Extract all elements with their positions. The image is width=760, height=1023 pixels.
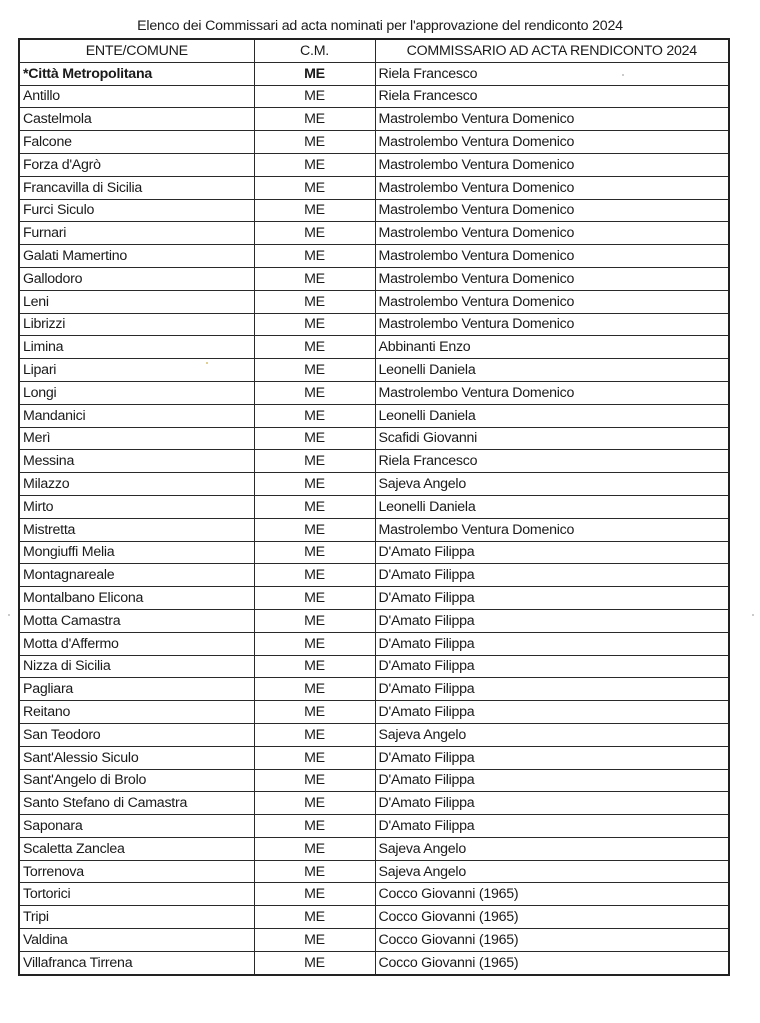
cm-cell: ME	[254, 564, 375, 587]
ente-cell: Valdina	[19, 929, 254, 952]
table-row	[19, 678, 729, 701]
ente-cell: Torrenova	[19, 860, 254, 883]
ente-cell: Falcone	[19, 131, 254, 154]
cm-cell: ME	[254, 541, 375, 564]
table-row	[19, 427, 729, 450]
cm-cell: ME	[254, 131, 375, 154]
ente-cell: Saponara	[19, 815, 254, 838]
commissario-cell: D'Amato Filippa	[375, 815, 729, 838]
cm-cell: ME	[254, 815, 375, 838]
table-row	[19, 199, 729, 222]
commissario-cell: Riela Francesco	[375, 450, 729, 473]
table-row	[19, 518, 729, 541]
table-body	[19, 62, 729, 974]
column-header-cm: C.M.	[254, 39, 375, 62]
cm-cell: ME	[254, 313, 375, 336]
commissario-cell: D'Amato Filippa	[375, 769, 729, 792]
ente-cell: Francavilla di Sicilia	[19, 176, 254, 199]
cm-cell: ME	[254, 404, 375, 427]
commissario-cell: D'Amato Filippa	[375, 746, 729, 769]
table-row	[19, 723, 729, 746]
table-row	[19, 701, 729, 724]
ente-cell: Reitano	[19, 701, 254, 724]
table-row	[19, 746, 729, 769]
commissario-cell: Mastrolembo Ventura Domenico	[375, 313, 729, 336]
commissario-cell: Scafidi Giovanni	[375, 427, 729, 450]
cm-cell: ME	[254, 245, 375, 268]
ente-cell: Sant'Alessio Siculo	[19, 746, 254, 769]
commissario-cell: Cocco Giovanni (1965)	[375, 883, 729, 906]
cm-cell: ME	[254, 267, 375, 290]
cm-cell: ME	[254, 290, 375, 313]
commissario-cell: Sajeva Angelo	[375, 723, 729, 746]
commissario-cell: Mastrolembo Ventura Domenico	[375, 199, 729, 222]
table-row	[19, 473, 729, 496]
table-row	[19, 632, 729, 655]
commissario-cell: D'Amato Filippa	[375, 609, 729, 632]
commissario-cell: Mastrolembo Ventura Domenico	[375, 176, 729, 199]
cm-cell: ME	[254, 837, 375, 860]
table-row	[19, 404, 729, 427]
ente-cell: Furci Siculo	[19, 199, 254, 222]
table-row	[19, 495, 729, 518]
table-row	[19, 267, 729, 290]
commissario-cell: D'Amato Filippa	[375, 678, 729, 701]
commissario-cell: Mastrolembo Ventura Domenico	[375, 245, 729, 268]
cm-cell: ME	[254, 792, 375, 815]
cm-cell: ME	[254, 632, 375, 655]
commissario-cell: D'Amato Filippa	[375, 701, 729, 724]
table-row	[19, 609, 729, 632]
cm-cell: ME	[254, 951, 375, 974]
table-row	[19, 108, 729, 131]
ente-cell: Forza d'Agrò	[19, 153, 254, 176]
ente-cell: Milazzo	[19, 473, 254, 496]
commissario-cell: Sajeva Angelo	[375, 860, 729, 883]
ente-cell: Montagnareale	[19, 564, 254, 587]
scan-speck	[752, 614, 754, 616]
table-row	[19, 906, 729, 929]
ente-cell: Librizzi	[19, 313, 254, 336]
cm-cell: ME	[254, 62, 375, 85]
ente-cell: Leni	[19, 290, 254, 313]
commissioners-table	[18, 38, 730, 976]
ente-cell: San Teodoro	[19, 723, 254, 746]
ente-cell: Mongiuffi Melia	[19, 541, 254, 564]
ente-cell: Galati Mamertino	[19, 245, 254, 268]
cm-cell: ME	[254, 906, 375, 929]
ente-cell: *Città Metropolitana	[19, 62, 254, 85]
cm-cell: ME	[254, 359, 375, 382]
commissario-cell: Riela Francesco	[375, 62, 729, 85]
table-row	[19, 336, 729, 359]
ente-cell: Mandanici	[19, 404, 254, 427]
cm-cell: ME	[254, 381, 375, 404]
cm-cell: ME	[254, 929, 375, 952]
cm-cell: ME	[254, 153, 375, 176]
ente-cell: Castelmola	[19, 108, 254, 131]
ente-cell: Lipari	[19, 359, 254, 382]
cm-cell: ME	[254, 199, 375, 222]
cm-cell: ME	[254, 495, 375, 518]
ente-cell: Mirto	[19, 495, 254, 518]
cm-cell: ME	[254, 883, 375, 906]
scan-speck	[206, 362, 208, 364]
ente-cell: Sant'Angelo di Brolo	[19, 769, 254, 792]
ente-cell: Montalbano Elicona	[19, 587, 254, 610]
table-row	[19, 290, 729, 313]
ente-cell: Santo Stefano di Camastra	[19, 792, 254, 815]
commissario-cell: D'Amato Filippa	[375, 587, 729, 610]
table-row	[19, 131, 729, 154]
commissario-cell: Mastrolembo Ventura Domenico	[375, 131, 729, 154]
ente-cell: Tripi	[19, 906, 254, 929]
commissario-cell: Riela Francesco	[375, 85, 729, 108]
commissario-cell: Abbinanti Enzo	[375, 336, 729, 359]
table-row	[19, 450, 729, 473]
commissario-cell: D'Amato Filippa	[375, 541, 729, 564]
table-row	[19, 860, 729, 883]
ente-cell: Merì	[19, 427, 254, 450]
cm-cell: ME	[254, 723, 375, 746]
commissario-cell: D'Amato Filippa	[375, 564, 729, 587]
table-row	[19, 792, 729, 815]
table-row	[19, 837, 729, 860]
commissario-cell: Leonelli Daniela	[375, 404, 729, 427]
cm-cell: ME	[254, 678, 375, 701]
ente-cell: Gallodoro	[19, 267, 254, 290]
table-row	[19, 359, 729, 382]
cm-cell: ME	[254, 108, 375, 131]
cm-cell: ME	[254, 701, 375, 724]
commissario-cell: Sajeva Angelo	[375, 837, 729, 860]
commissario-cell: Leonelli Daniela	[375, 359, 729, 382]
commissario-cell: Sajeva Angelo	[375, 473, 729, 496]
cm-cell: ME	[254, 518, 375, 541]
ente-cell: Messina	[19, 450, 254, 473]
scan-speck	[622, 74, 624, 76]
cm-cell: ME	[254, 587, 375, 610]
commissario-cell: Mastrolembo Ventura Domenico	[375, 222, 729, 245]
ente-cell: Longi	[19, 381, 254, 404]
cm-cell: ME	[254, 609, 375, 632]
table-row	[19, 541, 729, 564]
table-row	[19, 222, 729, 245]
ente-cell: Limina	[19, 336, 254, 359]
table-row	[19, 929, 729, 952]
ente-cell: Nizza di Sicilia	[19, 655, 254, 678]
commissario-cell: Mastrolembo Ventura Domenico	[375, 518, 729, 541]
cm-cell: ME	[254, 427, 375, 450]
table-row	[19, 815, 729, 838]
cm-cell: ME	[254, 746, 375, 769]
commissario-cell: Mastrolembo Ventura Domenico	[375, 153, 729, 176]
table-header-row	[19, 39, 729, 62]
commissario-cell: D'Amato Filippa	[375, 792, 729, 815]
cm-cell: ME	[254, 450, 375, 473]
ente-cell: Scaletta Zanclea	[19, 837, 254, 860]
scan-speck	[8, 614, 10, 616]
table-row	[19, 153, 729, 176]
column-header-commissario: COMMISSARIO AD ACTA RENDICONTO 2024	[375, 39, 729, 62]
ente-cell: Motta Camastra	[19, 609, 254, 632]
ente-cell: Motta d'Affermo	[19, 632, 254, 655]
cm-cell: ME	[254, 860, 375, 883]
ente-cell: Pagliara	[19, 678, 254, 701]
ente-cell: Villafranca Tirrena	[19, 951, 254, 974]
ente-cell: Mistretta	[19, 518, 254, 541]
table-row	[19, 587, 729, 610]
table-row	[19, 245, 729, 268]
commissario-cell: Mastrolembo Ventura Domenico	[375, 290, 729, 313]
table-row	[19, 951, 729, 974]
cm-cell: ME	[254, 769, 375, 792]
table-row	[19, 655, 729, 678]
commissario-cell: Cocco Giovanni (1965)	[375, 906, 729, 929]
cm-cell: ME	[254, 85, 375, 108]
cm-cell: ME	[254, 222, 375, 245]
commissario-cell: Mastrolembo Ventura Domenico	[375, 108, 729, 131]
table-row	[19, 313, 729, 336]
cm-cell: ME	[254, 336, 375, 359]
commissario-cell: Cocco Giovanni (1965)	[375, 951, 729, 974]
table-row	[19, 564, 729, 587]
table-row	[19, 176, 729, 199]
commissario-cell: D'Amato Filippa	[375, 632, 729, 655]
table-row	[19, 381, 729, 404]
ente-cell: Antillo	[19, 85, 254, 108]
table-row	[19, 883, 729, 906]
ente-cell: Furnari	[19, 222, 254, 245]
table-row	[19, 85, 729, 108]
commissario-cell: D'Amato Filippa	[375, 655, 729, 678]
commissario-cell: Mastrolembo Ventura Domenico	[375, 267, 729, 290]
table-row	[19, 769, 729, 792]
commissario-cell: Cocco Giovanni (1965)	[375, 929, 729, 952]
document-title: Elenco dei Commissari ad acta nominati per l'approvazione del rendiconto 2024	[137, 18, 623, 34]
commissario-cell: Mastrolembo Ventura Domenico	[375, 381, 729, 404]
cm-cell: ME	[254, 473, 375, 496]
commissario-cell: Leonelli Daniela	[375, 495, 729, 518]
column-header-ente: ENTE/COMUNE	[19, 39, 254, 62]
cm-cell: ME	[254, 176, 375, 199]
cm-cell: ME	[254, 655, 375, 678]
ente-cell: Tortorici	[19, 883, 254, 906]
